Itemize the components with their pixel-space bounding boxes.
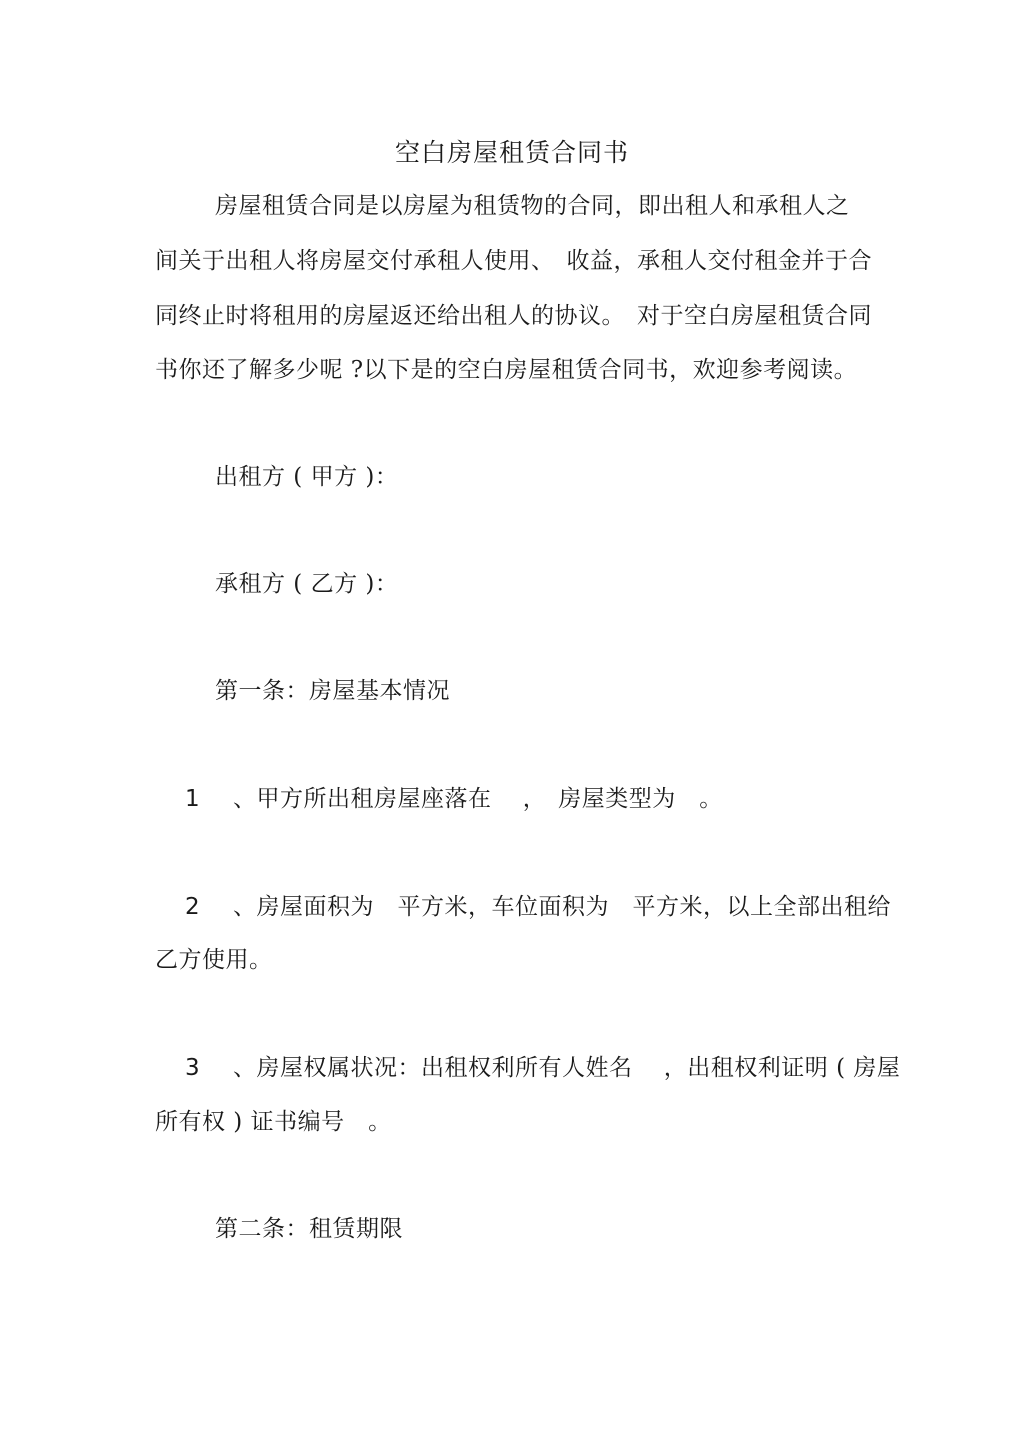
item-2-text: 、房屋面积为 平方米，车位面积为 平方米，以上全部出租给 xyxy=(233,894,891,920)
item-2-continuation: 乙方使用。 xyxy=(155,947,273,973)
item-2 xyxy=(155,892,891,922)
intro-line-2: 间关于出租人将房屋交付承租人使用、 收益，承租人交付租金并于合 xyxy=(155,248,872,274)
item-3-text: 、房屋权属状况：出租权利所有人姓名 ，出租权利证明 ( 房屋 xyxy=(233,1055,901,1081)
party-a-label: 出租方 ( 甲方 )： xyxy=(215,464,399,490)
intro-line-3: 同终止时将租用的房屋返还给出租人的协议。 对于空白房屋租赁合同 xyxy=(155,303,872,329)
intro-line-4: 书你还了解多少呢 ?以下是的空白房屋租赁合同书，欢迎参考阅读。 xyxy=(155,357,858,383)
article-1-heading: 第一条：房屋基本情况 xyxy=(215,678,450,704)
item-2-number: 2 xyxy=(185,894,201,920)
item-1 xyxy=(155,784,875,814)
item-1-text: 、甲方所出租房屋座落在 ， 房屋类型为 。 xyxy=(233,786,723,812)
document-title: 空白房屋租赁合同书 xyxy=(394,138,629,167)
article-2-heading: 第二条：租赁期限 xyxy=(215,1216,403,1242)
item-3-number: 3 xyxy=(185,1055,201,1081)
item-1-number: 1 xyxy=(185,786,201,812)
party-b-label: 承租方 ( 乙方 )： xyxy=(215,571,399,597)
intro-line-1: 房屋租赁合同是以房屋为租赁物的合同，即出租人和承租人之 xyxy=(215,193,850,219)
item-3 xyxy=(155,1053,901,1083)
item-3-continuation: 所有权 ) 证书编号 。 xyxy=(155,1109,392,1135)
